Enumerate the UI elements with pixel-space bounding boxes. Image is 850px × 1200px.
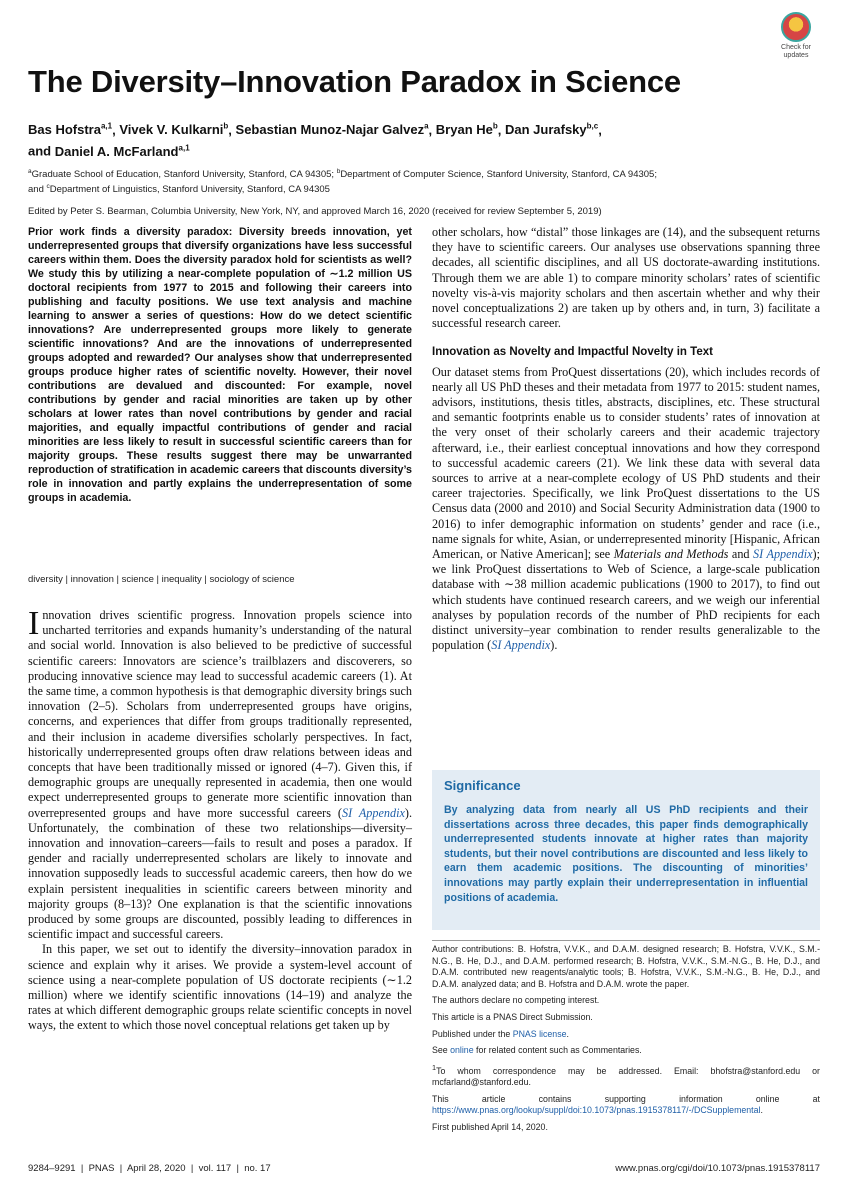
pnas-license-link[interactable]: PNAS license [512, 1028, 567, 1039]
intro-paragraph: Innovation drives scientific progress. Innovation propels science into uncharted territories and expands humanity’s understanding of the natural and social world. Innovation is also believed to be predictive of successful scientific careers: Innovators are science’s trailblazers and discoverers, so producing innovative science may lead to successful academic careers (1). At the same time, a common hypothesis is that demographic diversity brings such innovation (2–5). Scholars from underrepresented groups have origins, concerns, and experiences that differ from groups traditionally represented, and their inclusion in academe diversifies scholarly perspectives. In fact, historically underrepresented groups often draw relations between ideas and concepts that have been traditionally missed or ignored (4–7). Given this, if demographic groups are unequally represented in academia, then one would expect underrepresented groups to generate more scientific innovation than overrepresented groups and have more successful careers (SI Appendix). Unfortunately, the combination of these two relationships—diversity–innovation and innovation–careers—fails to result and poses a paradox. If gender and racially underrepresented scholars are likely to innovate and innovation supposedly leads to successful academic careers, then how do we explain persistent inequalities in scientific careers between minority and majority groups (8–13)? One explanation is that the scientific innovations produced by some groups are discounted, possibly leading to differences in scientific impact and successful careers. [28, 605, 412, 942]
section-heading: Innovation as Novelty and Impactful Novelty in Text [432, 346, 713, 359]
correspondence-note: $^1$To whom correspondence may be addressed. Email: bhofstra@stanford.edu or mcfarland@stanford.edu. [432, 1062, 820, 1088]
paragraph: Our dataset stems from ProQuest dissertations (20), which includes records of nearly all US PhD theses and their metadata from 1977 to 2015: student names, advisors, institutions, thesis titles, abstracts, disciplines, etc. These structural and semantic footprints enable us to consider students’ rates of innovation at the very onset of their scholarly careers and their academic trajectory afterward, i.e., their earliest conceptual innovations and how they correspond to successful academic careers (21). We link these data with several data sources to arrive at a near-complete ecology of US PhD students and their career trajectories. Specifically, we link ProQuest dissertations to the US Census data (2000 and 2010) and Social Security Administration data (1900 to 2016) to infer demographic information on students’ gender and race (i.e., name signals for white, Asian, or underrepresented minority [Hispanic, African American, or Native American]; see Materials and Methods and SI Appendix); we link ProQuest dissertations to Web of Science, a large-scale publication database with ∼38 million academic publications (1900 to 2017), to find out which students have continued research careers, and we weigh our inferential analyses by population records of the number of PhD recipients for each distinct university–year combination to render results generalizable to the population (SI Appendix). [432, 364, 820, 653]
paragraph: other scholars, how “distal” those linkages are (14), and the subsequent returns they have to scientific careers. Our analyses use observations spanning three decades, all scientific disciplines, and all US doctorate-awarding institutions. Through them we are able 1) to compare minority scholars’ rates of scientific novelty vis-à-vis majority scholars and then ascertain whether and why their novel conceptualizations 2) are taken up by others and, in turn, 3) facilitate a successful research career. [432, 225, 820, 331]
author: Bas Hofstra$^{a,1}$ [28, 122, 113, 138]
author: Sebastian Munoz-Najar Galvez$^a$ [235, 122, 429, 138]
materials-methods-ref: Materials and Methods [613, 547, 729, 562]
author: Dan Jurafsky$^{b,c}$ [504, 122, 599, 138]
significance-title: Significance [444, 778, 521, 793]
abstract: Prior work finds a diversity paradox: Diversity breeds innovation, yet underrepresented groups that diversify organizations have less successful careers within them. Does the diversity paradox hold for scientists as well? We study this by utilizing a near-complete population of ∼1.2 million US doctoral recipients from 1977 to 2015 and following their careers into publishing and faculty positions. We use text analysis and machine learning to answer a series of questions: How do we detect scientific innovations? Are underrepresented groups more likely to generate scientific innovations? And are the innovations of underrepresented groups adopted and rewarded? Our analyses show that underrepresented groups produce higher rates of scientific novelty. However, their novel contributions are devalued and discounted: For example, novel contributions by gender and racial minorities are taken up by other scholars at lower rates than novel contributions by gender and racial majorities, and equally impactful contributions of gender and racial minorities are less likely to result in successful scientific careers than for majority groups. These results suggest there may be unwarranted reproduction of stratification in academic careers that discounts diversity’s role in innovation and partly explains the underrepresentation of some groups in academia. [28, 226, 412, 504]
competing-interest: The authors declare no competing interest. [432, 995, 600, 1006]
direct-submission: This article is a PNAS Direct Submission. [432, 1011, 593, 1022]
keywords: diversity | innovation | science | inequality | sociology of science [28, 574, 295, 585]
si-appendix-link[interactable]: SI Appendix [341, 805, 405, 820]
supplemental-link[interactable]: https://www.pnas.org/lookup/suppl/doi:10.1073/pnas.1915378117/-/DCSupplemental [432, 1105, 761, 1116]
online-link[interactable]: online [450, 1045, 474, 1056]
supporting-info-note: This article contains supporting information online at https://www.pnas.org/lookup/suppl/doi:10.1073/pnas.1915378117/-/DCSupplemental. [432, 1093, 820, 1116]
edited-by-line: Edited by Peter S. Bearman, Columbia University, New York, NY, and approved March 16, 2020 (received for review September 5, 2019) [28, 206, 602, 217]
crossmark-label: Check for updates [781, 44, 811, 59]
footnote-divider [432, 940, 820, 941]
affiliations: $^a$Graduate School of Education, Stanford University, Stanford, CA 94305; $^b$Department of Computer Science, Stanford University, Stanford, CA 94305; and $^c$Department of Linguistics, Stanford University, Stanford, CA 94305 [28, 168, 657, 196]
footer-citation: 9284–9291 | PNAS | April 28, 2020 | vol. 117 | no. 17 [28, 1163, 271, 1174]
drop-cap: I [28, 605, 40, 642]
significance-text: By analyzing data from nearly all US PhD recipients and their dissertations across three decades, this paper finds demographically underrepresented students innovate at higher rates than majority students, but their novel contributions are discounted and less likely to earn them academic positions. The discounting of minorities’ innovations may partly explain their underrepresentation in influential positions of academia. [444, 804, 808, 904]
author: Vivek V. Kulkarni$^b$ [119, 122, 229, 138]
body-left-column [28, 605, 412, 1034]
paragraph: In this paper, we set out to identify the diversity–innovation paradox in science and explain why it arises. We provide a system-level account of science using a near-complete population of US doctorate recipients (∼1.2 million) where we identify scientific innovations (14–19) and analyze the rates at which different demographic groups relate scientific concepts in novel ways, the extent to which those novel conceptual relations get taken up by [28, 942, 412, 1033]
si-appendix-link[interactable]: SI Appendix [491, 638, 551, 653]
author: Bryan He$^b$ [435, 122, 498, 138]
crossmark-icon [781, 12, 811, 42]
article-title: The Diversity–Innovation Paradox in Science [28, 64, 681, 99]
author-contributions: Author contributions: B. Hofstra, V.V.K., and D.A.M. designed research; B. Hofstra, V.V.K., S.M.-N.G., B. He, D.J., and D.A.M. performed research; B. Hofstra, V.V.K., S.M.-N.G., B. He, D.J., and D.A.M. contributed new reagents/analytic tools; B. Hofstra, V.V.K., S.M.-N.G., B. He, D.J., and D.A.M. analyzed data; and B. Hofstra and D.A.M. wrote the paper. [432, 944, 820, 989]
license-note: Published under the PNAS license. [432, 1028, 569, 1039]
crossmark-badge[interactable] [772, 12, 820, 60]
body-right-column [432, 225, 820, 653]
author-list: Bas Hofstra$^{a,1}$, Vivek V. Kulkarni$^b$, Sebastian Munoz-Najar Galvez$^a$, Bryan He$^b$, Dan Jurafsky$^{b,c}$, and Daniel A. McFarland$^{a,1}$ [28, 122, 602, 159]
si-appendix-link[interactable]: SI Appendix [753, 547, 813, 562]
significance-box [432, 770, 820, 930]
footer-doi[interactable]: www.pnas.org/cgi/doi/10.1073/pnas.1915378117 [615, 1163, 820, 1174]
online-note: See online for related content such as Commentaries. [432, 1045, 642, 1056]
author: Daniel A. McFarland$^{a,1}$ [54, 143, 190, 159]
footnotes [432, 940, 820, 1139]
first-published: First published April 14, 2020. [432, 1122, 548, 1133]
